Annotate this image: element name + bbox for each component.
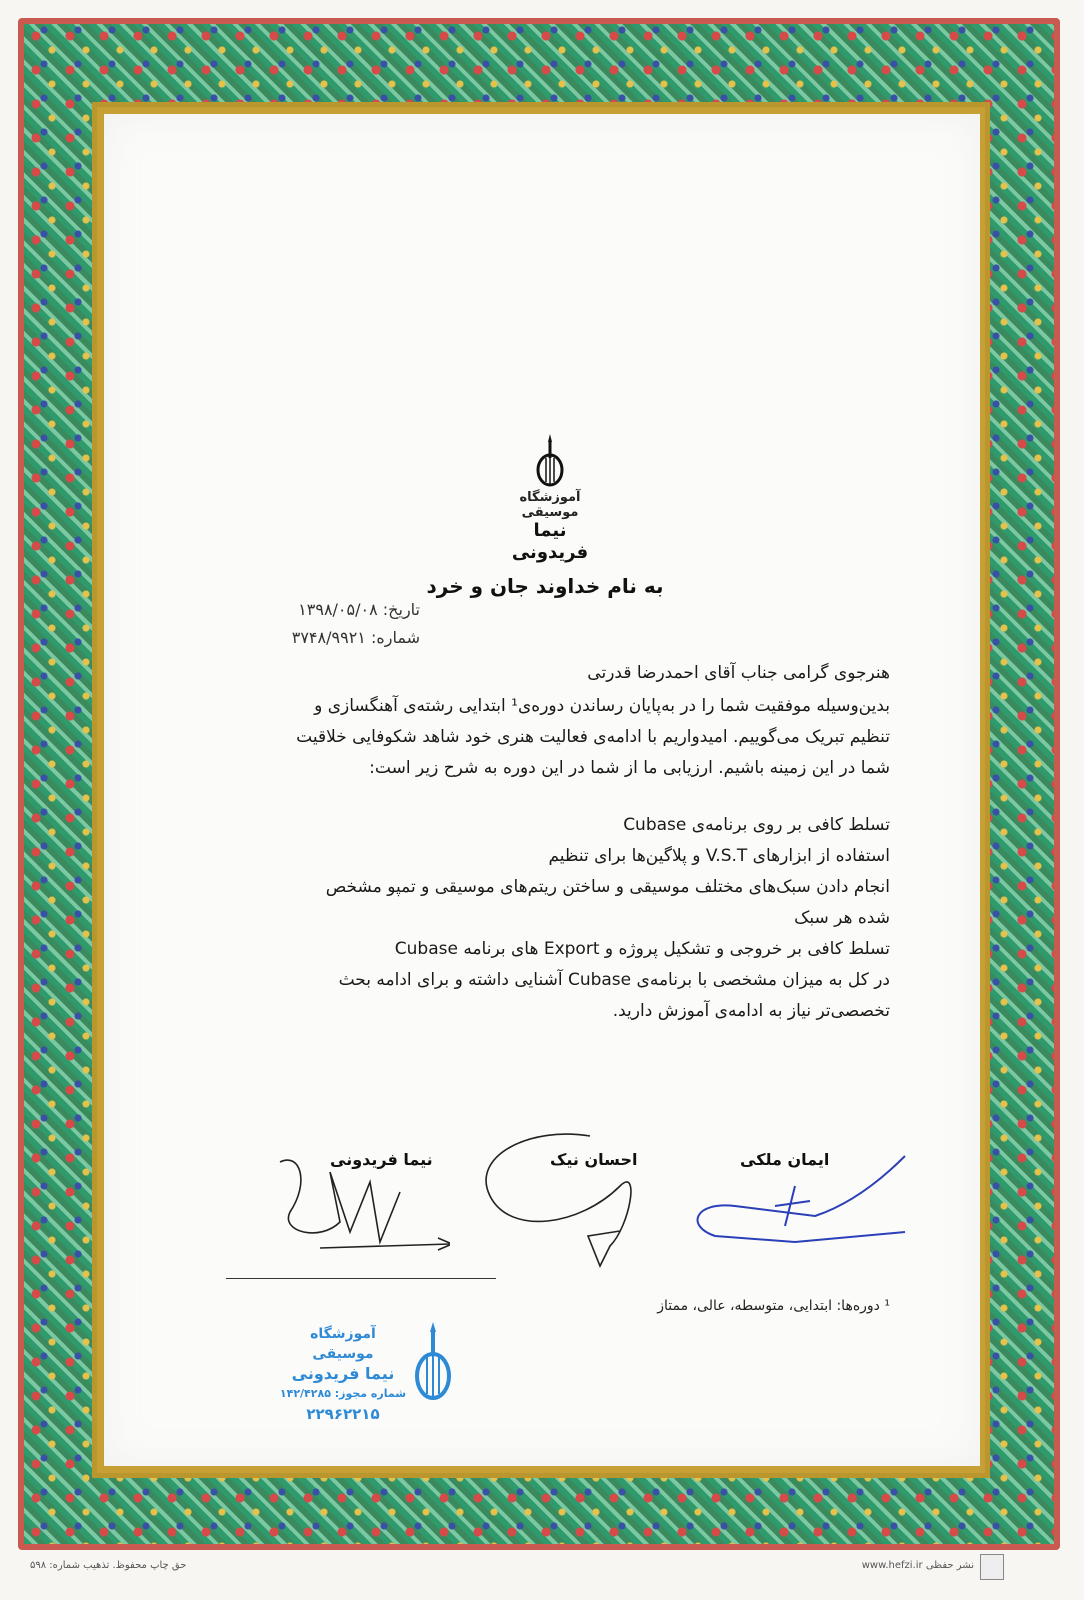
signature-ehsan-scribble (470, 1126, 670, 1276)
evaluation-line: تسلط کافی بر روی برنامه‌ی Cubase (623, 815, 890, 835)
stamp-text (278, 1324, 408, 1424)
footer-copyright: حق چاپ محفوظ. تذهیب شماره: ۵۹۸ (30, 1560, 187, 1571)
stamp-school-name: نیما فریدونی (291, 1364, 395, 1383)
stamp-school-type: آموزشگاه موسیقی (310, 1326, 376, 1362)
stamp-harp-icon (408, 1320, 458, 1404)
paragraph-line: شما در این زمینه باشیم. ارزیابی ما از شما در این دوره به شرح زیر است: (369, 758, 890, 778)
evaluation-line: در کل به میزان مشخصی با برنامه‌ی Cubase آشنایی داشته و برای ادامه بحث (338, 970, 890, 990)
evaluation-line: استفاده از ابزارهای V.S.T و پلاگین‌ها برای تنظیم (548, 846, 890, 866)
signature-nima-scribble (260, 1152, 450, 1272)
harp-logo-icon (530, 432, 570, 488)
school-logo (500, 432, 600, 563)
invocation-heading: به نام خداوند جان و خرد (426, 574, 664, 598)
paragraph-line: بدین‌وسیله موفقیت شما را در به‌پایان رساندن دوره‌ی¹ ابتدایی رشته‌ی آهنگسازی و (314, 696, 890, 716)
signatory-ehsan-name: احسان نیک (550, 1150, 638, 1169)
signatory-iman-name: ایمان ملکی (740, 1150, 830, 1169)
addressee-line: هنرجوی گرامی جناب آقای احمدرضا قدرتی (587, 663, 890, 683)
stamp-phone: ۲۲۹۶۲۲۱۵ (306, 1405, 380, 1423)
paragraph-line: تنظیم تبریک می‌گوییم. امیدواریم با ادامه‌ی فعالیت هنری خود شاهد شکوفایی خلاقیت (296, 727, 890, 747)
letter-date: تاریخ: ۱۳۹۸/۰۵/۰۸ (298, 600, 420, 619)
logo-school-type: آموزشگاه موسیقی (519, 490, 581, 520)
letter-body (270, 658, 890, 1027)
publisher-logo-icon (980, 1554, 1004, 1580)
signatory-nima-name: نیما فریدونی (330, 1150, 433, 1169)
school-stamp (278, 1320, 468, 1430)
evaluation-line: شده هر سبک (794, 908, 890, 928)
evaluation-list (270, 810, 890, 1027)
letter-meta (220, 596, 420, 652)
signature-iman-scribble (675, 1146, 915, 1256)
signature-line (226, 1278, 496, 1279)
logo-school-name: نیما فریدونی (511, 520, 589, 563)
signatures-area (220, 1146, 910, 1296)
footer-publisher: www.hefzi.ir نشر حفظی (861, 1560, 974, 1571)
evaluation-line: تسلط کافی بر خروجی و تشکیل پروژه و Export های برنامه Cubase (394, 939, 890, 959)
footnote: ¹ دوره‌ها: ابتدایی، متوسطه، عالی، ممتاز (657, 1298, 890, 1314)
evaluation-line: انجام دادن سبک‌های مختلف موسیقی و ساختن ریتم‌های موسیقی و تمپو مشخص (325, 877, 890, 897)
stamp-license: شماره مجوز: ۱۴۲/۴۲۸۵ (279, 1387, 407, 1400)
letter-number: شماره: ۳۷۴۸/۹۹۲۱ (291, 628, 420, 647)
evaluation-line: تخصصی‌تر نیاز به ادامه‌ی آموزش دارید. (612, 1001, 890, 1021)
